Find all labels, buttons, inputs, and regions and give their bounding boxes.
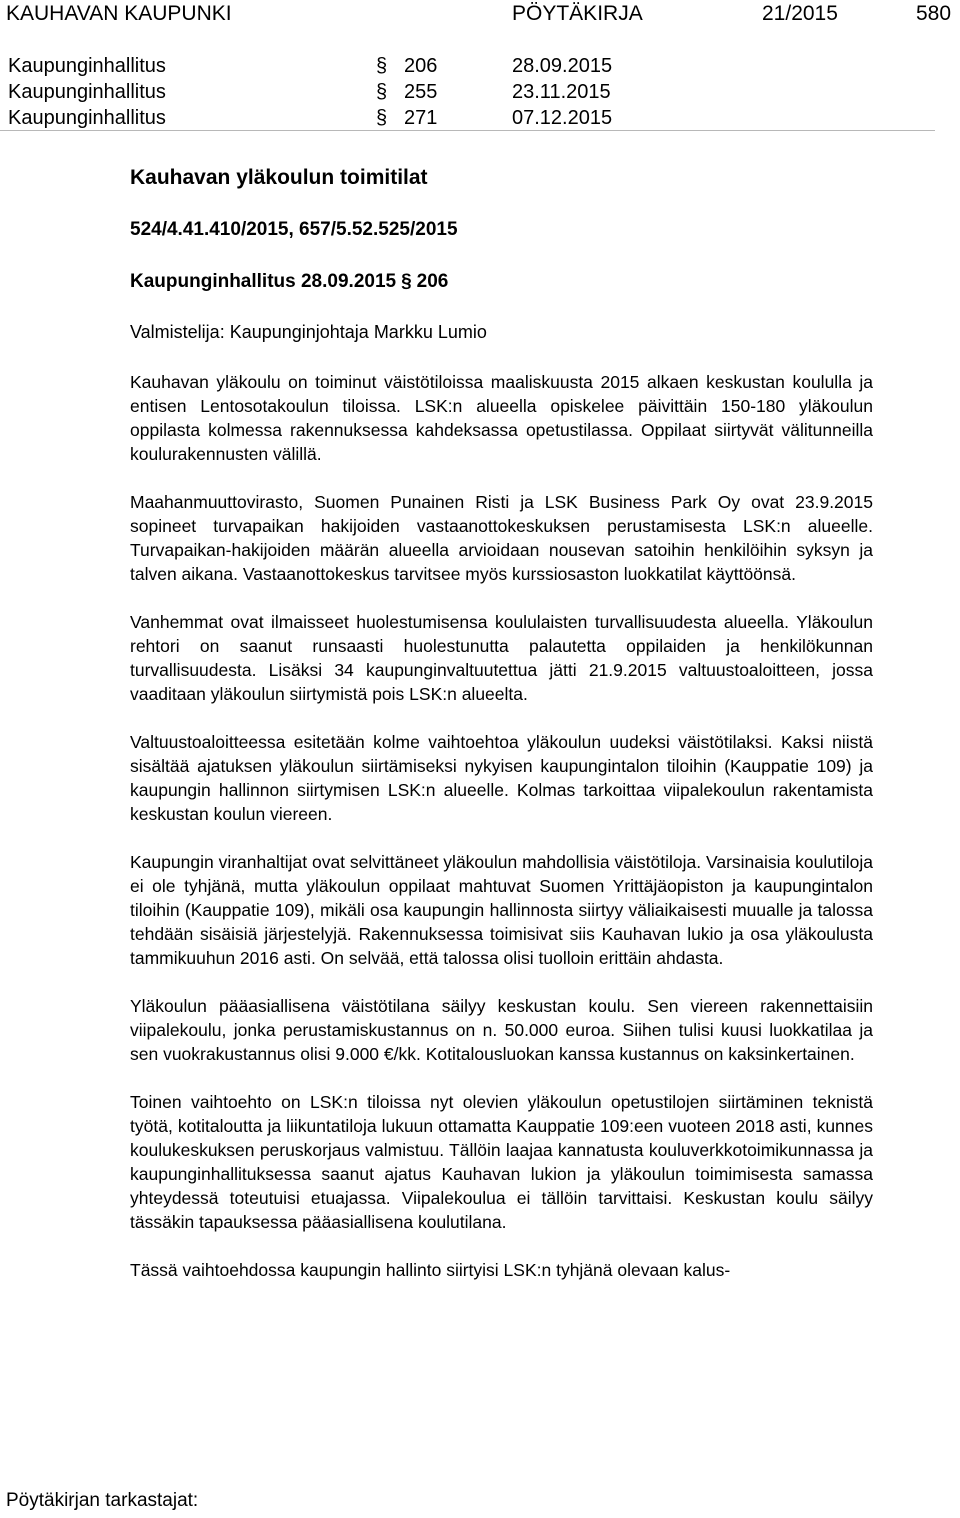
- page-number: 580: [916, 2, 952, 25]
- paragraph: Toinen vaihtoehto on LSK:n tiloissa nyt olevien yläkoulun opetustilojen siirtäminen teknistä työtä, kotitaloutta ja liikuntatiloja lukuun ottamatta Kauppatie 109:een vuoteen 2018 asti, kunnes koulukeskuksen peruskorjaus valmistuu. Tällöin laajaa kannatusta kouluverkkotoimikunnassa ja kaupunginhallituksessa saanut ajatus Kauhavan lukion ja yläkoulun toimimisesta samassa yhteydessä toteutuisi etuajassa. Viipalekoulua ei tällöin tarvittaisi. Keskustan koulu säilyy tässäkin tapauksessa pääasiallisena koulutilana.: [130, 1092, 873, 1232]
- paragraph: Kaupungin viranhaltijat ovat selvittäneet yläkoulun mahdollisia väistötiloja. Varsinaisia koulutiloja ei ole tyhjänä, mutta yläkoulun oppilaat mahtuvat Suomen Yrittäjäopiston ja kaupungintalon tiloihin (Kauppatie 109), mikäli osa kaupungin hallinnosta siirtyy väliaikaisesti muualle ja talossa tehdään sisäisiä järjestelyjä. Rakennuksessa toimisivat siis Kauhavan lukio ja osa yläkoulusta tammikuuhun 2016 asti. On selvää, että talossa olisi tuolloin erittäin ahdasta.: [130, 852, 873, 968]
- meeting-prefix: Kaupunginhallitus 28.09.2015: [130, 271, 397, 292]
- document-number: 21/2015: [762, 2, 838, 25]
- section-icon: §: [401, 271, 412, 292]
- handling-section: 206: [404, 55, 438, 77]
- meeting-section: 206: [416, 271, 449, 292]
- handling-date: 23.11.2015: [512, 81, 611, 103]
- paragraph: Valtuustoaloitteessa esitetään kolme vaihtoehtoa yläkoulun uudeksi väistötilaksi. Kaksi niistä sisältää ajatuksen yläkoulun siirtämiseksi nykyisen kaupungintalon tiloihin (Kauppatie 109) ja kaupungin hallinnon siirtymisen LSK:n alueelle. Kolmas tarkoittaa viipalekoulun rakentamista keskustan koulun viereen.: [130, 732, 873, 824]
- diary-numbers: 524/4.41.410/2015, 657/5.52.525/2015: [130, 219, 458, 240]
- paragraph: Vanhemmat ovat ilmaisseet huolestumisensa koululaisten turvallisuudesta alueella. Yläkoulun rehtori on saanut runsaasti huolestunutta palautetta oppilaiden ja henkilökunnan turvallisuudesta. Lisäksi 34 kaupunginvaltuutettua jätti 21.9.2015 valtuustoaloitteen, jossa vaaditaan yläkoulun siirtymistä pois LSK:n alueelta.: [130, 612, 873, 704]
- handling-section: 271: [404, 107, 438, 129]
- handling-body: Kaupunginhallitus: [8, 107, 166, 129]
- paragraph: Tässä vaihtoehdossa kaupungin hallinto siirtyisi LSK:n tyhjänä olevaan kalus-: [130, 1260, 731, 1280]
- document-type: PÖYTÄKIRJA: [512, 2, 643, 25]
- handling-date: 07.12.2015: [512, 107, 613, 129]
- section-icon: §: [376, 55, 388, 77]
- handling-body: Kaupunginhallitus: [8, 81, 166, 103]
- section-icon: §: [376, 81, 388, 103]
- handling-section: 255: [404, 81, 438, 103]
- footer-label: Pöytäkirjan tarkastajat:: [6, 1490, 199, 1511]
- body-text: [130, 370, 873, 1306]
- handling-row: [0, 81, 960, 107]
- organization-name: KAUHAVAN KAUPUNKI: [6, 2, 232, 25]
- handling-body: Kaupunginhallitus: [8, 55, 166, 77]
- preparer: Valmistelija: Kaupunginjohtaja Markku Lumio: [130, 322, 487, 342]
- header-divider: [0, 130, 935, 131]
- handling-date: 28.09.2015: [512, 55, 613, 77]
- paragraph: Yläkoulun pääasiallisena väistötilana säilyy keskustan koulu. Sen viereen rakennettaisiin viipalekoulu, jonka perustamiskustannus on n. 50.000 euroa. Siihen tulisi kuusi luokkatilaa ja sen vuokrakustannus olisi 9.000 €/kk. Kotitalousluokan kanssa kustannus on kaksinkertainen.: [130, 996, 873, 1064]
- meeting-heading: [130, 271, 448, 293]
- paragraph: Kauhavan yläkoulu on toiminut väistötiloissa maaliskuusta 2015 alkaen keskustan koululla ja entisen Lentosotakoulun tiloissa. LSK:n alueella opiskelee päivittäin 150-180 yläkoulun oppilasta kolmessa rakennuksessa kahdeksassa opetustilassa. Oppilaat siirtyvät välitunneilla koulurakennusten välillä.: [130, 372, 873, 464]
- section-icon: §: [376, 107, 388, 129]
- paragraph: Maahanmuuttovirasto, Suomen Punainen Risti ja LSK Business Park Oy ovat 23.9.2015 sopineet turvapaikan hakijoiden vastaanottokeskuksen perustamisesta LSK:n alueelle. Turvapaikan-hakijoiden määrän alueella arvioidaan nousevan satoihin henkilöihin syksyn ja talven aikana. Vastaanottokeskus tarvitsee myös kurssiosaston luokkatilat käyttöönsä.: [130, 492, 873, 584]
- handling-row: [0, 55, 960, 81]
- matter-title: Kauhavan yläkoulun toimitilat: [130, 166, 428, 189]
